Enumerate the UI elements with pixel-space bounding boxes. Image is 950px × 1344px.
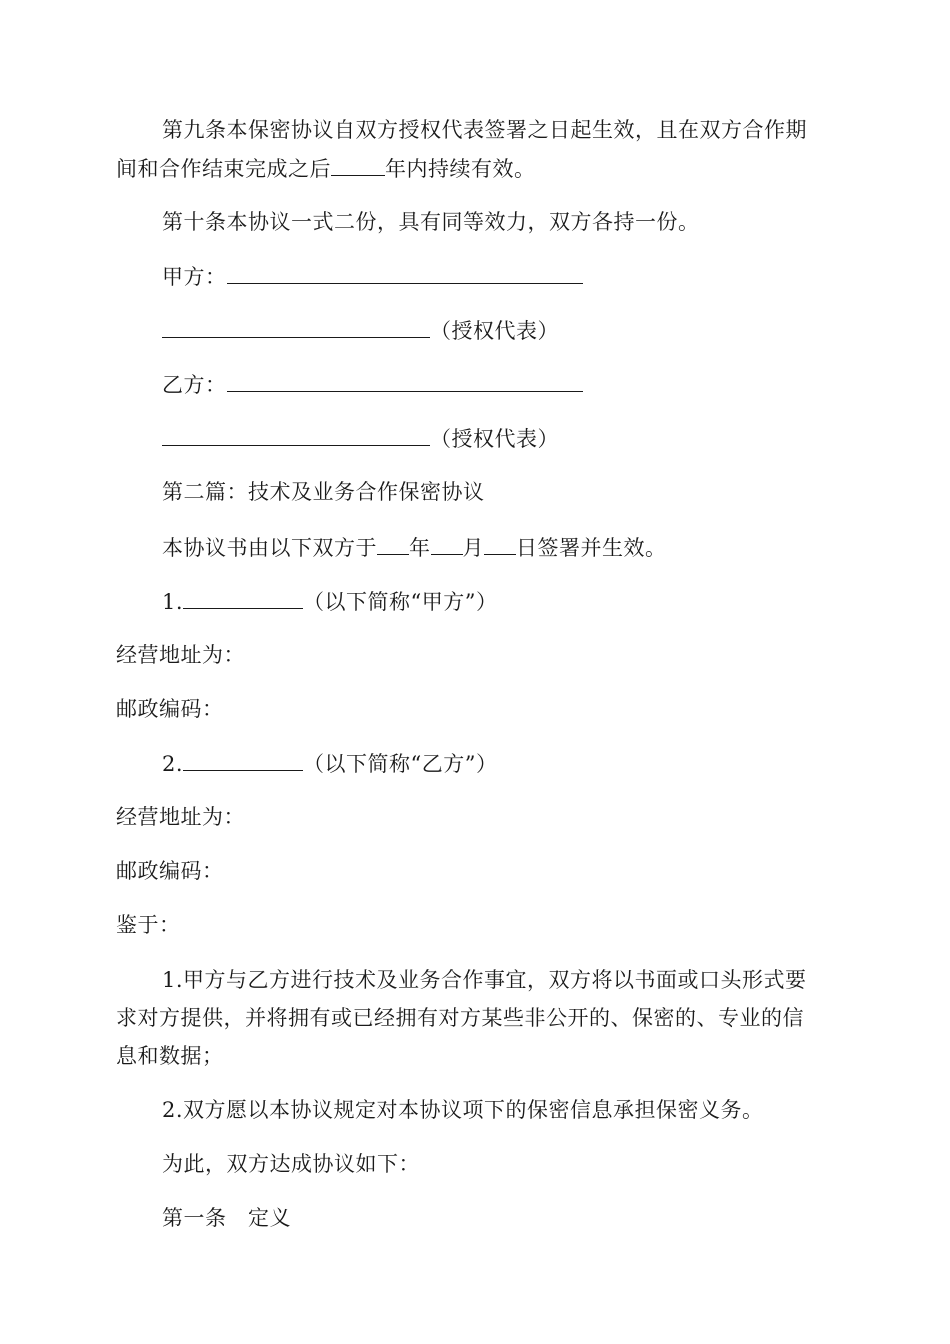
party-2-number: 2.: [162, 752, 184, 776]
party-1-suffix: （以下简称“甲方”）: [303, 590, 498, 614]
signing-text-b: 日签署并生效。: [516, 536, 667, 560]
party-b-label: 乙方：: [162, 373, 227, 397]
whereas-1-line-1: 1.甲方与乙方进行技术及业务合作事宜，双方将以书面或口头形式要: [162, 968, 807, 992]
party-1-blank: [183, 586, 303, 609]
party-a-rep-line: [162, 315, 559, 346]
party-1-postal: 邮政编码：: [116, 697, 224, 721]
blank-month: [431, 532, 463, 555]
party-a-rep-blank: [162, 315, 430, 338]
party-a-blank: [227, 261, 583, 284]
party-2-line: [162, 748, 498, 779]
party-a-rep-label: （授权代表）: [430, 319, 559, 343]
party-a-line: [162, 261, 583, 292]
party-1-line: [162, 586, 498, 617]
article-9-text-b: 年内持续有效。: [385, 157, 536, 181]
party-2-suffix: （以下简称“乙方”）: [303, 752, 498, 776]
signing-date-line: [162, 532, 667, 563]
part-2-title: 第二篇：技术及业务合作保密协议: [162, 480, 485, 504]
article-10: 第十条本协议一式二份，具有同等效力，双方各持一份。: [162, 210, 700, 234]
article-1-heading: 第一条 定义: [162, 1206, 291, 1230]
party-b-blank: [227, 369, 583, 392]
signing-text-a: 本协议书由以下双方于: [162, 536, 377, 560]
whereas-1-line-3: 息和数据；: [116, 1044, 224, 1068]
whereas-2: 2.双方愿以本协议规定对本协议项下的保密信息承担保密义务。: [162, 1098, 764, 1122]
year-label: 年: [409, 536, 431, 560]
blank-day: [484, 532, 516, 555]
blank-year: [377, 532, 409, 555]
whereas-heading: 鉴于：: [116, 913, 181, 937]
party-2-postal: 邮政编码：: [116, 859, 224, 883]
party-1-address: 经营地址为：: [116, 643, 245, 667]
party-1-number: 1.: [162, 590, 184, 614]
party-2-blank: [183, 748, 303, 771]
agreement-intro: 为此，双方达成协议如下：: [162, 1152, 420, 1176]
article-9-line-2: [116, 153, 536, 184]
month-label: 月: [462, 536, 484, 560]
article-9-line-1: 第九条本保密协议自双方授权代表签署之日起生效，且在双方合作期: [162, 118, 807, 142]
party-b-rep-label: （授权代表）: [430, 427, 559, 451]
party-a-label: 甲方：: [162, 265, 227, 289]
article-9-text-a: 间和合作结束完成之后: [116, 157, 331, 181]
party-2-address: 经营地址为：: [116, 805, 245, 829]
blank-years: [331, 153, 385, 176]
party-b-rep-line: [162, 423, 559, 454]
party-b-line: [162, 369, 583, 400]
party-b-rep-blank: [162, 423, 430, 446]
whereas-1-line-2: 求对方提供，并将拥有或已经拥有对方某些非公开的、保密的、专业的信: [116, 1006, 804, 1030]
